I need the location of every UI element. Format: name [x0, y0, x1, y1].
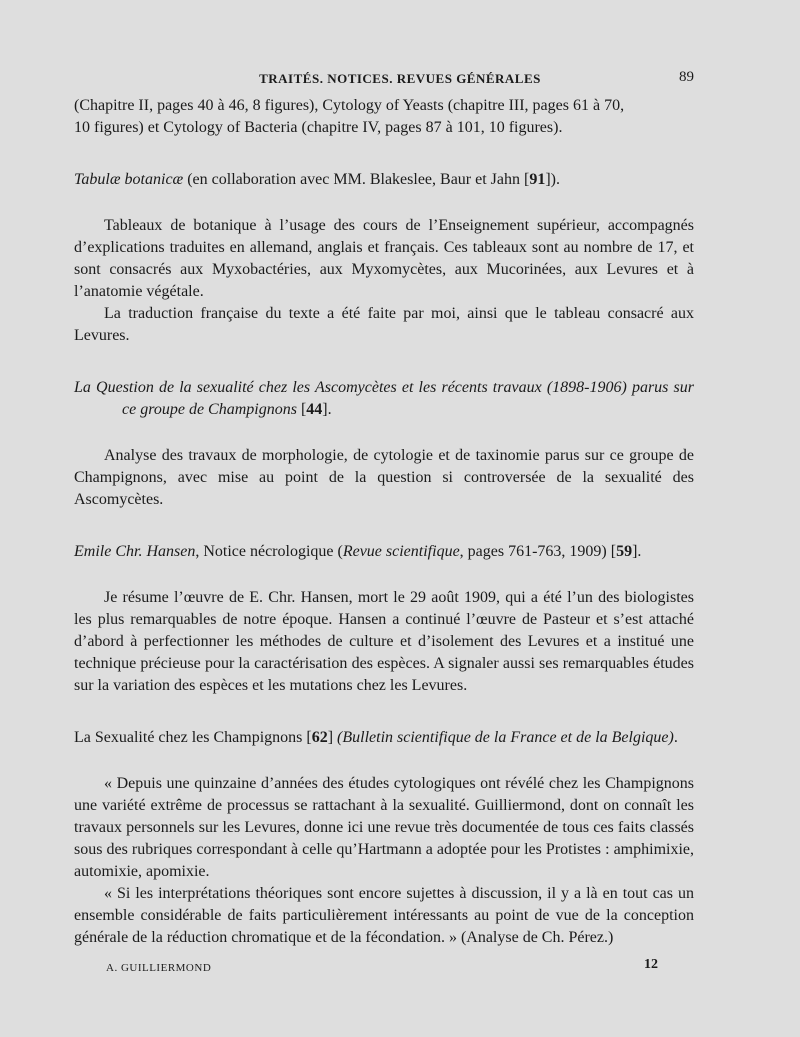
continuation-line-2 — [74, 117, 694, 139]
paragraph-hansen: Je résume l’œuvre de E. Chr. Hansen, mort le 29 août 1909, qui a été l’un des biologistes les plus remarquables de notre époque. Hansen a continué l’œuvre de Pasteur et s’est attaché d’abord à perfectionner les méthodes de culture et d’isolement des Levures et a institué une technique précieuse pour la caractérisation des espèces. A signaler aussi ses remarquables études sur la variation des espèces et les mutations chez les Levures. — [74, 589, 694, 694]
spacer — [74, 191, 694, 215]
paragraph-tableaux: Tableaux de botanique à l’usage des cours de l’Enseignement supérieur, accompagnés d’explications traduites en allemand, anglais et français. Ces tableaux sont au nombre de 17, et sont consacrés aux Myxobactéries, aux Myxomycètes, aux Mucorinées, aux Levures et à l’anatomie végétale. — [74, 217, 694, 300]
entry-title-hansen — [74, 541, 694, 563]
spacer — [74, 139, 694, 169]
source-title-italic: (Bulletin scientifique de la France et de la Belgique) — [337, 729, 674, 746]
reference-number: 59 — [616, 543, 633, 560]
reference-open: [ — [610, 543, 617, 560]
spacer — [74, 749, 694, 773]
continuation-text-1: (Chapitre II, pages 40 à 46, 8 figures), Cytology of Yeasts (chapitre III, pages 61 à 70, — [74, 97, 625, 114]
spacer — [74, 511, 694, 541]
main-text — [74, 95, 694, 949]
reference-close: ] — [327, 729, 338, 746]
entry-title-question-sexualite — [74, 377, 694, 421]
entry-title-mid: , Notice nécrologique ( — [195, 543, 343, 560]
quote-paragraph-2: « Si les interprétations théoriques sont encore sujettes à discussion, il y a là en tout cas un ensemble considérable de faits particulièrement intéressants au point de vue de la conception générale de la réduction chromatique et de la fécondation. » (Analyse de Ch. Pérez.) — [74, 885, 694, 946]
reference-open: [ — [296, 401, 307, 418]
reference-number: 62 — [311, 729, 328, 746]
paragraph-analyse: Analyse des travaux de morphologie, de cytologie et de taxinomie parus sur ce groupe de Champignons, avec mise au point de la question si controversée de la sexualité des Ascomycètes. — [74, 447, 694, 508]
source-title-italic: Revue scientifique — [342, 543, 460, 560]
entry-title-sexualite-champignons — [74, 727, 694, 749]
reference-close: ]. — [322, 401, 332, 418]
spacer — [74, 421, 694, 445]
continuation-line-1 — [74, 95, 694, 117]
entry-title-italic: La Question de la sexualité chez les Ascomycètes et les récents travaux (1898-1906) parus sur ce groupe de Champignons — [74, 379, 694, 418]
page-number: 89 — [679, 69, 694, 85]
entry-title-end: ]). — [545, 171, 560, 188]
entry-title-text: La Sexualité chez les Champignons [ — [74, 729, 312, 746]
entry-title-end: , pages 761-763, 1909) — [459, 543, 607, 560]
quote-paragraph-1: « Depuis une quinzaine d’années des études cytologiques ont révélé chez les Champignons une variété extrême de processus se rattachant à la sexualité. Guilliermond, dont on connaît les travaux personnels sur les Levures, donne ici une revue très documentée de tous ces faits classés sous des rubriques correspondant à celle qu’Hartmann a adoptée pour les Protistes : amphimixie, automixie, apomixie. — [74, 775, 694, 880]
running-header — [0, 66, 800, 92]
paragraph-traduction: La traduction française du texte a été faite par moi, ainsi que le tableau consacré aux Levures. — [74, 305, 694, 344]
header-title: TRAITÉS. NOTICES. REVUES GÉNÉRALES — [259, 71, 541, 86]
reference-close: ]. — [632, 543, 642, 560]
spacer — [74, 347, 694, 377]
entry-title-italic: Tabulæ botanicæ — [74, 171, 184, 188]
footer-signature-mark: 12 — [644, 957, 658, 972]
entry-title-tabulae — [74, 169, 694, 191]
entry-title-italic: Emile Chr. Hansen — [74, 543, 196, 560]
reference-number: 44 — [306, 401, 323, 418]
reference-number: 91 — [529, 171, 546, 188]
continuation-text-2: 10 figures) et Cytology of Bacteria (chapitre IV, pages 87 à 101, 10 figures). — [74, 119, 563, 136]
entry-title-end: . — [673, 729, 678, 746]
footer-author: A. GUILLIERMOND — [106, 962, 212, 974]
spacer — [74, 697, 694, 727]
spacer — [74, 563, 694, 587]
entry-title-rest: (en collaboration avec MM. Blakeslee, Baur et Jahn [ — [187, 171, 530, 188]
